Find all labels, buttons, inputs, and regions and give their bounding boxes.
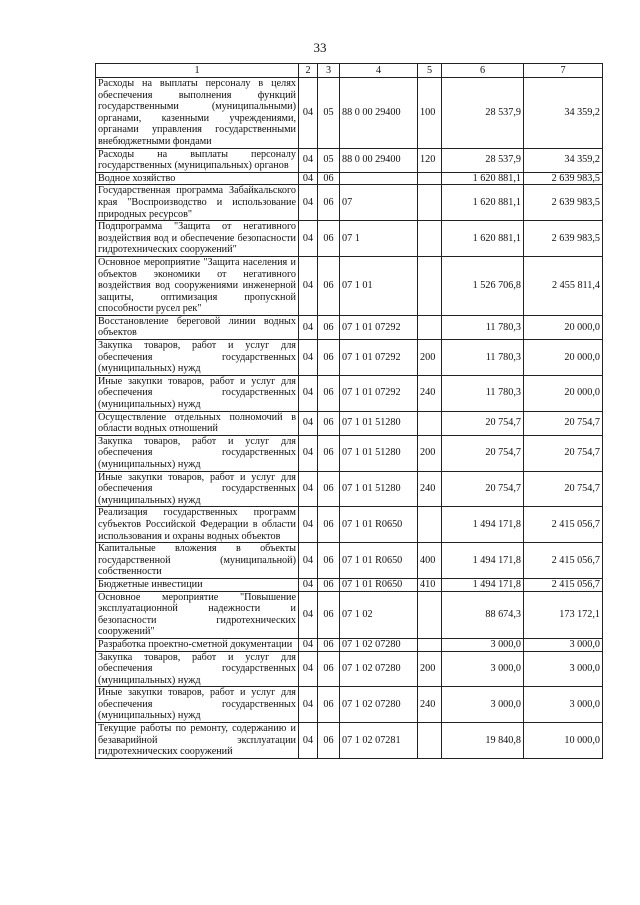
row-name-cell: Иные закупки товаров, работ и услуг для обеспечения государственных (муниципальных) нужд — [96, 375, 299, 411]
row-sum-2019-cell: 3 000,0 — [442, 687, 524, 723]
header-cell-2: 2 — [299, 64, 318, 78]
row-pr-cell: 06 — [318, 578, 340, 591]
row-csr-cell: 07 1 01 R0650 — [340, 507, 418, 543]
table-row — [96, 78, 603, 149]
row-csr-cell: 88 0 00 29400 — [340, 78, 418, 149]
row-sum-2020-cell: 34 359,2 — [524, 148, 603, 172]
row-csr-cell: 07 1 02 07280 — [340, 651, 418, 687]
table-row — [96, 578, 603, 591]
row-vr-cell — [418, 507, 442, 543]
row-rz-cell: 04 — [299, 638, 318, 651]
budget-table — [95, 63, 603, 759]
row-sum-2020-cell: 20 754,7 — [524, 471, 603, 507]
row-csr-cell: 07 1 02 07281 — [340, 723, 418, 759]
row-sum-2019-cell: 1 526 706,8 — [442, 256, 524, 315]
row-sum-2020-cell: 2 415 056,7 — [524, 507, 603, 543]
row-pr-cell: 06 — [318, 543, 340, 579]
page-number: 33 — [313, 40, 327, 55]
row-rz-cell: 04 — [299, 591, 318, 638]
row-vr-cell — [418, 638, 442, 651]
row-pr-cell: 05 — [318, 78, 340, 149]
row-pr-cell: 06 — [318, 172, 340, 185]
row-rz-cell: 04 — [299, 340, 318, 376]
row-rz-cell: 04 — [299, 185, 318, 221]
row-sum-2019-cell: 11 780,3 — [442, 375, 524, 411]
header-cell-6: 6 — [442, 64, 524, 78]
row-vr-cell: 200 — [418, 435, 442, 471]
header-cell-7: 7 — [524, 64, 603, 78]
row-sum-2019-cell: 1 494 171,8 — [442, 507, 524, 543]
row-rz-cell: 04 — [299, 148, 318, 172]
row-vr-cell — [418, 411, 442, 435]
row-sum-2019-cell: 11 780,3 — [442, 315, 524, 339]
row-vr-cell: 100 — [418, 78, 442, 149]
row-name-cell: Восстановление береговой линии водных объектов — [96, 315, 299, 339]
row-pr-cell: 06 — [318, 591, 340, 638]
row-rz-cell: 04 — [299, 375, 318, 411]
row-sum-2020-cell: 3 000,0 — [524, 651, 603, 687]
row-sum-2019-cell: 1 494 171,8 — [442, 578, 524, 591]
row-pr-cell: 05 — [318, 148, 340, 172]
row-name-cell: Подпрограмма "Защита от негативного воздействия вод и обеспечение безопасности гидротехнических сооружений" — [96, 221, 299, 257]
row-pr-cell: 06 — [318, 315, 340, 339]
row-sum-2019-cell: 28 537,9 — [442, 148, 524, 172]
row-name-cell: Осуществление отдельных полномочий в области водных отношений — [96, 411, 299, 435]
row-pr-cell: 06 — [318, 723, 340, 759]
row-rz-cell: 04 — [299, 687, 318, 723]
row-sum-2020-cell: 20 000,0 — [524, 340, 603, 376]
row-name-cell: Закупка товаров, работ и услуг для обеспечения государственных (муниципальных) нужд — [96, 651, 299, 687]
row-name-cell: Основное мероприятие "Защита населения и объектов экономики от негативного воздействия вод сооружениями инженерной защиты, оптимизация пропускной способности русел рек" — [96, 256, 299, 315]
table-row — [96, 340, 603, 376]
row-csr-cell: 07 1 02 07280 — [340, 687, 418, 723]
row-name-cell: Разработка проектно-сметной документации — [96, 638, 299, 651]
row-name-cell: Водное хозяйство — [96, 172, 299, 185]
row-vr-cell: 240 — [418, 471, 442, 507]
row-vr-cell: 240 — [418, 375, 442, 411]
table-row — [96, 507, 603, 543]
row-pr-cell: 06 — [318, 687, 340, 723]
table-row — [96, 651, 603, 687]
row-sum-2019-cell: 1 620 881,1 — [442, 172, 524, 185]
table-body — [96, 78, 603, 759]
row-csr-cell: 88 0 00 29400 — [340, 148, 418, 172]
row-sum-2020-cell: 2 639 983,5 — [524, 221, 603, 257]
row-name-cell: Текущие работы по ремонту, содержанию и безаварийной эксплуатации гидротехнических сооружений — [96, 723, 299, 759]
row-sum-2020-cell: 20 000,0 — [524, 375, 603, 411]
row-rz-cell: 04 — [299, 471, 318, 507]
row-sum-2020-cell: 10 000,0 — [524, 723, 603, 759]
table-row — [96, 435, 603, 471]
row-sum-2019-cell: 19 840,8 — [442, 723, 524, 759]
row-csr-cell: 07 — [340, 185, 418, 221]
row-vr-cell — [418, 591, 442, 638]
row-sum-2020-cell: 34 359,2 — [524, 78, 603, 149]
row-vr-cell — [418, 256, 442, 315]
row-vr-cell — [418, 221, 442, 257]
row-csr-cell: 07 1 01 51280 — [340, 411, 418, 435]
header-cell-5: 5 — [418, 64, 442, 78]
row-sum-2020-cell: 20 000,0 — [524, 315, 603, 339]
row-name-cell: Расходы на выплаты персоналу в целях обеспечения выполнения функций государственными (муниципальными) органами, казенными учреждениями, органами управления государственными внебюджетными фондами — [96, 78, 299, 149]
row-vr-cell: 400 — [418, 543, 442, 579]
row-sum-2020-cell: 2 415 056,7 — [524, 578, 603, 591]
row-sum-2019-cell: 20 754,7 — [442, 435, 524, 471]
row-csr-cell: 07 1 01 51280 — [340, 471, 418, 507]
row-pr-cell: 06 — [318, 340, 340, 376]
row-csr-cell: 07 1 01 — [340, 256, 418, 315]
row-sum-2019-cell: 28 537,9 — [442, 78, 524, 149]
row-vr-cell: 410 — [418, 578, 442, 591]
row-name-cell: Иные закупки товаров, работ и услуг для обеспечения государственных (муниципальных) нужд — [96, 687, 299, 723]
row-csr-cell: 07 1 02 — [340, 591, 418, 638]
row-sum-2019-cell: 1 620 881,1 — [442, 185, 524, 221]
row-rz-cell: 04 — [299, 256, 318, 315]
row-pr-cell: 06 — [318, 651, 340, 687]
row-vr-cell — [418, 723, 442, 759]
row-sum-2020-cell: 20 754,7 — [524, 435, 603, 471]
row-rz-cell: 04 — [299, 578, 318, 591]
table-row — [96, 148, 603, 172]
row-sum-2019-cell: 11 780,3 — [442, 340, 524, 376]
row-sum-2019-cell: 20 754,7 — [442, 471, 524, 507]
row-rz-cell: 04 — [299, 172, 318, 185]
table-row — [96, 591, 603, 638]
row-csr-cell: 07 1 01 07292 — [340, 315, 418, 339]
row-name-cell: Капитальные вложения в объекты государственной (муниципальной) собственности — [96, 543, 299, 579]
row-sum-2020-cell: 2 639 983,5 — [524, 185, 603, 221]
row-sum-2019-cell: 88 674,3 — [442, 591, 524, 638]
row-pr-cell: 06 — [318, 256, 340, 315]
row-rz-cell: 04 — [299, 411, 318, 435]
row-sum-2019-cell: 20 754,7 — [442, 411, 524, 435]
row-rz-cell: 04 — [299, 507, 318, 543]
row-sum-2020-cell: 3 000,0 — [524, 638, 603, 651]
table-row — [96, 185, 603, 221]
row-name-cell: Основное мероприятие "Повышение эксплуатационной надежности и безопасности гидротехнических сооружений" — [96, 591, 299, 638]
row-csr-cell: 07 1 01 R0650 — [340, 543, 418, 579]
row-sum-2020-cell: 2 455 811,4 — [524, 256, 603, 315]
row-vr-cell — [418, 172, 442, 185]
row-vr-cell: 200 — [418, 340, 442, 376]
row-pr-cell: 06 — [318, 411, 340, 435]
row-sum-2020-cell: 2 415 056,7 — [524, 543, 603, 579]
table-row — [96, 172, 603, 185]
row-sum-2019-cell: 1 620 881,1 — [442, 221, 524, 257]
row-csr-cell: 07 1 01 07292 — [340, 375, 418, 411]
row-pr-cell: 06 — [318, 507, 340, 543]
table-row — [96, 471, 603, 507]
row-rz-cell: 04 — [299, 78, 318, 149]
row-csr-cell: 07 1 01 07292 — [340, 340, 418, 376]
row-name-cell: Иные закупки товаров, работ и услуг для обеспечения государственных (муниципальных) нужд — [96, 471, 299, 507]
row-pr-cell: 06 — [318, 221, 340, 257]
row-csr-cell: 07 1 01 51280 — [340, 435, 418, 471]
row-pr-cell: 06 — [318, 638, 340, 651]
row-vr-cell: 240 — [418, 687, 442, 723]
row-rz-cell: 04 — [299, 435, 318, 471]
row-rz-cell: 04 — [299, 651, 318, 687]
header-cell-3: 3 — [318, 64, 340, 78]
row-vr-cell: 120 — [418, 148, 442, 172]
header-cell-1: 1 — [96, 64, 299, 78]
row-sum-2020-cell: 3 000,0 — [524, 687, 603, 723]
row-vr-cell — [418, 315, 442, 339]
table-row — [96, 543, 603, 579]
row-pr-cell: 06 — [318, 375, 340, 411]
row-rz-cell: 04 — [299, 543, 318, 579]
row-sum-2020-cell: 20 754,7 — [524, 411, 603, 435]
row-pr-cell: 06 — [318, 185, 340, 221]
header-row — [96, 64, 603, 78]
header-cell-4: 4 — [340, 64, 418, 78]
row-csr-cell — [340, 172, 418, 185]
table-row — [96, 723, 603, 759]
row-vr-cell: 200 — [418, 651, 442, 687]
row-csr-cell: 07 1 — [340, 221, 418, 257]
row-name-cell: Государственная программа Забайкальского края "Воспроизводство и использование природных ресурсов" — [96, 185, 299, 221]
row-pr-cell: 06 — [318, 471, 340, 507]
row-sum-2019-cell: 1 494 171,8 — [442, 543, 524, 579]
row-sum-2019-cell: 3 000,0 — [442, 651, 524, 687]
row-name-cell: Реализация государственных программ субъектов Российской Федерации в области использования и охраны водных объектов — [96, 507, 299, 543]
row-rz-cell: 04 — [299, 221, 318, 257]
row-csr-cell: 07 1 02 07280 — [340, 638, 418, 651]
row-rz-cell: 04 — [299, 723, 318, 759]
table-row — [96, 315, 603, 339]
row-name-cell: Расходы на выплаты персоналу государственных (муниципальных) органов — [96, 148, 299, 172]
row-name-cell: Закупка товаров, работ и услуг для обеспечения государственных (муниципальных) нужд — [96, 435, 299, 471]
row-vr-cell — [418, 185, 442, 221]
table-row — [96, 221, 603, 257]
table-row — [96, 687, 603, 723]
table-row — [96, 638, 603, 651]
row-pr-cell: 06 — [318, 435, 340, 471]
table-row — [96, 375, 603, 411]
row-name-cell: Бюджетные инвестиции — [96, 578, 299, 591]
row-name-cell: Закупка товаров, работ и услуг для обеспечения государственных (муниципальных) нужд — [96, 340, 299, 376]
row-rz-cell: 04 — [299, 315, 318, 339]
row-sum-2020-cell: 2 639 983,5 — [524, 172, 603, 185]
row-sum-2020-cell: 173 172,1 — [524, 591, 603, 638]
row-csr-cell: 07 1 01 R0650 — [340, 578, 418, 591]
table-row — [96, 411, 603, 435]
table-row — [96, 256, 603, 315]
row-sum-2019-cell: 3 000,0 — [442, 638, 524, 651]
